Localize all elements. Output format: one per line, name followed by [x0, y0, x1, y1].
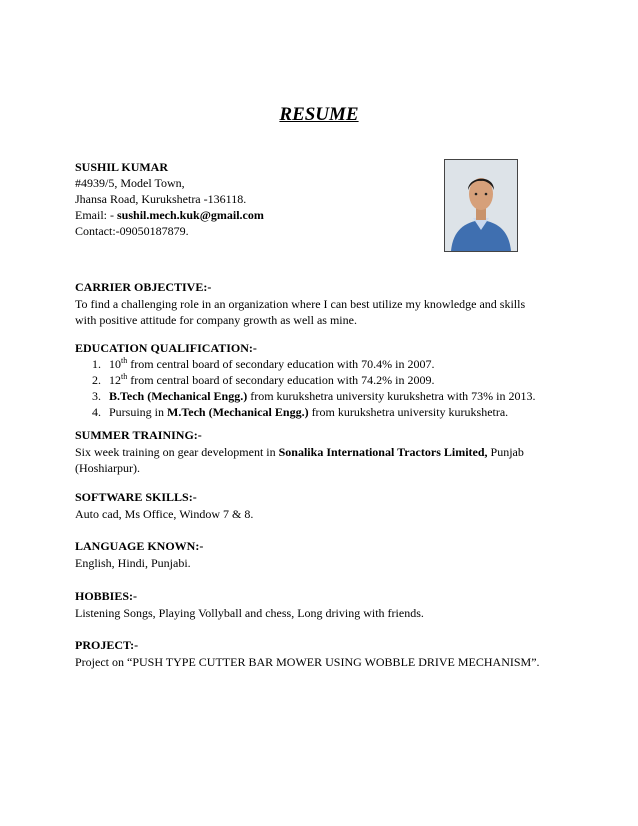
item-level: 12	[109, 373, 121, 387]
item-text	[109, 373, 434, 389]
project-section	[75, 638, 565, 670]
profile-photo	[444, 159, 518, 252]
education-list	[75, 357, 565, 421]
item-number: 4.	[92, 405, 101, 419]
education-heading: EDUCATION QUALIFICATION:-	[75, 341, 257, 355]
training-line-1	[75, 444, 565, 460]
item-detail: from central board of secondary education with 70.4% in 2007.	[127, 357, 435, 371]
item-number: 3.	[92, 389, 101, 403]
education-item	[75, 357, 565, 373]
company-name: Sonalika International Tractors Limited,	[278, 445, 488, 459]
language-section	[75, 539, 565, 571]
language-text: English, Hindi, Punjabi.	[75, 556, 191, 570]
objective-section	[75, 280, 565, 328]
item-detail: from central board of secondary education with 74.2% in 2009.	[127, 373, 435, 387]
address-line-2: Jhansa Road, Kurukshetra -136118.	[75, 192, 247, 206]
item-level: 10	[109, 357, 121, 371]
training-location: Punjab	[487, 445, 524, 459]
objective-heading: CARRIER OBJECTIVE:-	[75, 280, 212, 294]
item-superscript: th	[121, 372, 128, 381]
email-label: Email: -	[75, 208, 117, 222]
language-heading: LANGUAGE KNOWN:-	[75, 539, 204, 553]
profile-photo-icon	[445, 160, 517, 251]
item-number: 2.	[92, 373, 101, 387]
hobbies-section	[75, 589, 565, 621]
item-text	[109, 405, 508, 421]
hobbies-text: Listening Songs, Playing Vollyball and chess, Long driving with friends.	[75, 606, 424, 620]
training-line-2: (Hoshiarpur).	[75, 461, 140, 475]
item-superscript: th	[121, 356, 128, 365]
page-title: RESUME	[279, 104, 359, 125]
education-item	[75, 405, 565, 421]
software-heading: SOFTWARE SKILLS:-	[75, 490, 197, 504]
item-detail: from kurukshetra university kurukshetra with 73% in 2013.	[247, 389, 536, 403]
project-text: Project on “PUSH TYPE CUTTER BAR MOWER USING WOBBLE DRIVE MECHANISM”.	[75, 655, 540, 669]
item-text	[109, 389, 536, 405]
training-section	[75, 428, 565, 476]
training-heading: SUMMER TRAINING:-	[75, 428, 202, 442]
education-item	[75, 389, 565, 405]
email-line	[75, 208, 264, 224]
software-text: Auto cad, Ms Office, Window 7 & 8.	[75, 507, 254, 521]
objective-line-2: with positive attitude for company growth as well as mine.	[75, 313, 357, 327]
degree-name: B.Tech (Mechanical Engg.)	[109, 389, 248, 403]
email-address[interactable]: sushil.mech.kuk@gmail.com	[117, 208, 264, 222]
training-text: Six week training on gear development in	[75, 445, 279, 459]
hobbies-heading: HOBBIES:-	[75, 589, 138, 603]
software-section	[75, 490, 565, 522]
degree-name: M.Tech (Mechanical Engg.)	[167, 405, 309, 419]
address-line-1: #4939/5, Model Town,	[75, 176, 185, 190]
education-section	[75, 341, 565, 421]
education-item	[75, 373, 565, 389]
item-prefix: Pursuing in	[109, 405, 168, 419]
phone-line: Contact:-09050187879.	[75, 224, 189, 238]
contact-block	[75, 160, 264, 240]
objective-line-1: To find a challenging role in an organization where I can best utilize my knowledge and skills	[75, 297, 526, 311]
item-text	[109, 357, 434, 373]
item-detail: from kurukshetra university kurukshetra.	[308, 405, 509, 419]
item-number: 1.	[92, 357, 101, 371]
project-heading: PROJECT:-	[75, 638, 139, 652]
candidate-name: SUSHIL KUMAR	[75, 160, 169, 174]
